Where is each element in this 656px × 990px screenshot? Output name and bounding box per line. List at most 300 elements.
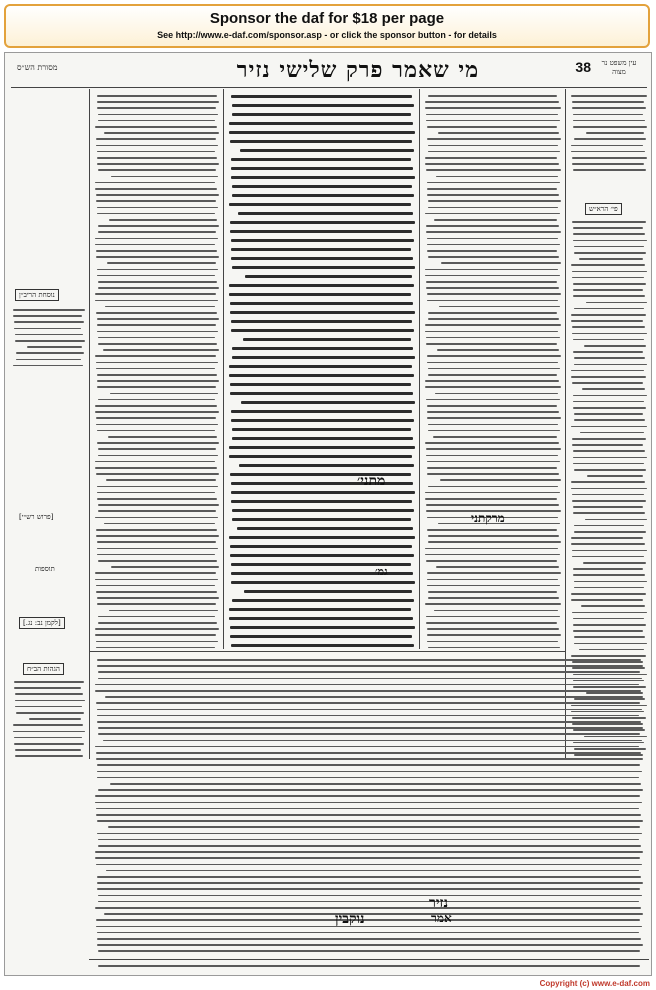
text-line xyxy=(97,541,216,543)
text-line xyxy=(425,386,561,388)
text-line xyxy=(573,283,646,285)
text-line xyxy=(425,554,560,556)
text-line xyxy=(244,590,412,593)
text-line xyxy=(582,388,645,390)
text-line xyxy=(98,231,216,233)
text-line xyxy=(95,579,218,581)
text-line xyxy=(434,610,558,612)
text-line xyxy=(586,302,647,304)
text-line xyxy=(98,671,640,673)
text-line xyxy=(584,345,646,347)
text-line xyxy=(97,888,640,890)
text-line xyxy=(573,395,647,397)
column-divider xyxy=(89,89,90,759)
text-line xyxy=(572,101,644,103)
text-line xyxy=(98,895,642,897)
text-line xyxy=(572,438,646,440)
text-line xyxy=(97,269,218,271)
text-line xyxy=(574,469,646,471)
text-line xyxy=(434,219,557,221)
text-line xyxy=(428,207,558,209)
left-margin-note: [פרוש רש״י] xyxy=(19,513,54,521)
text-line xyxy=(572,444,643,446)
text-line xyxy=(427,188,557,190)
text-line xyxy=(572,221,646,223)
text-line xyxy=(95,690,641,692)
text-line xyxy=(97,709,642,711)
text-line xyxy=(239,464,414,467)
text-line xyxy=(572,157,647,159)
text-line xyxy=(15,334,83,336)
text-line xyxy=(98,789,643,791)
text-line xyxy=(428,424,558,426)
text-line xyxy=(95,244,215,246)
text-line xyxy=(96,145,218,147)
text-line xyxy=(97,876,641,878)
text-line xyxy=(425,324,561,326)
text-line xyxy=(97,163,219,165)
text-line xyxy=(436,566,559,568)
text-line xyxy=(98,616,215,618)
text-line xyxy=(230,383,411,386)
text-line xyxy=(229,617,413,620)
masoret-hashas-label: מסורת הש״ס xyxy=(17,63,58,72)
text-line xyxy=(95,634,216,636)
text-line xyxy=(97,95,217,97)
text-line xyxy=(427,293,561,295)
text-line xyxy=(96,529,217,531)
text-line xyxy=(428,200,561,202)
text-line xyxy=(574,252,646,254)
text-line xyxy=(232,185,412,188)
text-line xyxy=(427,473,559,475)
text-line xyxy=(428,486,558,488)
text-line xyxy=(441,262,561,264)
text-line xyxy=(15,706,82,708)
text-line xyxy=(231,248,411,251)
text-line xyxy=(96,641,218,643)
mishna-marker: מתני׳ xyxy=(357,473,386,489)
text-line xyxy=(425,157,557,159)
text-line xyxy=(425,603,561,605)
text-line xyxy=(96,362,218,364)
text-line xyxy=(231,329,414,332)
text-line xyxy=(571,95,647,97)
text-line xyxy=(98,399,215,401)
footer-divider xyxy=(89,959,649,960)
text-line xyxy=(98,120,215,122)
text-line xyxy=(572,550,647,552)
text-line xyxy=(574,246,644,248)
text-line xyxy=(585,519,647,521)
text-line xyxy=(231,644,414,647)
text-line xyxy=(231,176,415,179)
text-line xyxy=(96,752,641,754)
text-line xyxy=(579,649,644,651)
tosafot-text xyxy=(95,93,219,649)
text-line xyxy=(425,380,559,382)
text-line xyxy=(231,158,411,161)
text-line xyxy=(108,826,640,828)
text-line xyxy=(98,950,640,952)
copyright-link[interactable]: Copyright (c) www.e-daf.com xyxy=(539,979,650,988)
text-line xyxy=(425,492,560,494)
text-line xyxy=(427,126,557,128)
text-line xyxy=(97,548,218,550)
text-line xyxy=(96,250,217,252)
text-line xyxy=(14,737,82,739)
text-line xyxy=(241,401,415,404)
text-line xyxy=(97,324,216,326)
text-line xyxy=(428,256,559,258)
text-line xyxy=(243,338,411,341)
text-line xyxy=(571,599,643,601)
text-line xyxy=(428,430,560,432)
lower-heading-nazir: נזיר xyxy=(429,895,449,911)
text-line xyxy=(232,266,415,269)
text-line xyxy=(571,264,645,266)
text-line xyxy=(105,306,215,308)
text-line xyxy=(14,743,84,745)
text-line xyxy=(571,145,643,147)
text-line xyxy=(97,764,640,766)
text-line xyxy=(572,107,646,109)
text-line xyxy=(98,281,217,283)
left-lower-box: [לקמן נב: נג.] xyxy=(19,617,65,629)
gemara-marker: גמ׳ xyxy=(375,565,388,578)
text-line xyxy=(95,795,640,797)
text-line xyxy=(573,126,647,128)
text-line xyxy=(104,523,215,525)
text-line xyxy=(573,120,645,122)
text-line xyxy=(574,581,647,583)
column-divider xyxy=(419,89,420,649)
text-line xyxy=(111,566,219,568)
text-line xyxy=(229,203,411,206)
text-line xyxy=(98,337,215,339)
text-line xyxy=(426,120,560,122)
text-line xyxy=(97,386,216,388)
text-line xyxy=(97,715,639,717)
text-line xyxy=(97,101,219,103)
text-line xyxy=(439,306,560,308)
text-line xyxy=(240,149,414,152)
text-line xyxy=(96,864,642,866)
text-line xyxy=(96,535,219,537)
text-line xyxy=(96,138,216,140)
text-line xyxy=(98,343,217,345)
text-line xyxy=(427,572,561,574)
text-line xyxy=(97,157,217,159)
text-line xyxy=(97,107,216,109)
text-line xyxy=(428,145,558,147)
text-line xyxy=(427,461,560,463)
text-line xyxy=(104,913,643,915)
text-line xyxy=(229,365,412,368)
text-line xyxy=(96,424,218,426)
text-line xyxy=(96,919,640,921)
text-line xyxy=(230,221,415,224)
text-line xyxy=(14,681,84,683)
text-line xyxy=(230,635,412,638)
text-line xyxy=(98,678,642,680)
sponsor-banner[interactable] xyxy=(4,4,650,48)
text-line xyxy=(427,467,557,469)
text-line xyxy=(95,857,640,859)
text-line xyxy=(231,482,413,485)
text-line xyxy=(427,250,557,252)
text-line xyxy=(230,140,412,143)
text-line xyxy=(98,965,640,967)
text-line xyxy=(230,554,414,557)
text-line xyxy=(109,219,217,221)
text-line xyxy=(574,525,644,527)
text-line xyxy=(573,339,644,341)
text-line xyxy=(425,331,558,333)
text-line xyxy=(427,628,559,630)
text-line xyxy=(14,687,81,689)
text-line xyxy=(572,277,644,279)
text-line xyxy=(572,612,647,614)
text-line xyxy=(13,315,82,317)
text-line xyxy=(572,163,644,165)
text-line xyxy=(587,475,643,477)
text-line xyxy=(97,554,215,556)
text-line xyxy=(230,302,413,305)
text-line xyxy=(97,721,641,723)
text-line xyxy=(426,231,561,233)
ein-mishpat-text xyxy=(571,93,647,173)
text-line xyxy=(110,393,218,395)
text-line xyxy=(98,114,218,116)
text-line xyxy=(427,417,561,419)
text-line xyxy=(425,442,559,444)
text-line xyxy=(232,113,411,116)
text-line xyxy=(98,622,217,624)
sponsor-title: Sponsor the daf for $18 per page xyxy=(209,10,445,27)
text-line xyxy=(97,932,639,934)
text-line xyxy=(573,618,644,620)
rashi-heading-word: מרקתני xyxy=(471,511,505,525)
text-line xyxy=(95,238,218,240)
text-line xyxy=(574,413,643,415)
text-line xyxy=(96,808,639,810)
left-margin-text xyxy=(13,307,85,367)
text-line xyxy=(97,659,641,661)
text-line xyxy=(571,376,646,378)
text-line xyxy=(229,131,415,134)
text-line xyxy=(229,374,414,377)
text-line xyxy=(96,473,219,475)
text-line xyxy=(104,132,219,134)
text-line xyxy=(586,132,644,134)
text-line xyxy=(573,506,643,508)
text-line xyxy=(98,901,639,903)
text-line xyxy=(425,275,560,277)
text-line xyxy=(426,287,559,289)
text-line xyxy=(13,309,85,311)
text-line xyxy=(96,758,643,760)
text-line xyxy=(427,634,561,636)
text-line xyxy=(571,537,643,539)
text-line xyxy=(98,560,217,562)
header-divider xyxy=(11,87,647,88)
text-line xyxy=(426,504,559,506)
text-line xyxy=(427,585,560,587)
text-line xyxy=(98,504,219,506)
text-line xyxy=(573,574,645,576)
text-line xyxy=(574,587,644,589)
text-line xyxy=(13,724,83,726)
text-line xyxy=(427,238,558,240)
text-line xyxy=(98,455,218,457)
text-line xyxy=(231,491,415,494)
text-line xyxy=(231,167,413,170)
text-line xyxy=(97,833,642,835)
text-line xyxy=(572,382,643,384)
text-line xyxy=(245,275,412,278)
hagahot-text xyxy=(13,679,85,759)
talmud-page xyxy=(4,52,652,976)
text-line xyxy=(426,560,557,562)
text-line xyxy=(583,562,646,564)
text-line xyxy=(571,314,646,316)
text-line xyxy=(426,169,561,171)
text-line xyxy=(231,257,413,260)
text-line xyxy=(98,510,216,512)
text-line xyxy=(97,820,643,822)
text-line xyxy=(95,517,218,519)
text-line xyxy=(97,938,641,940)
text-line xyxy=(95,851,643,853)
sponsor-link-text[interactable]: See http://www.e-daf.com/sponsor.asp - or click the sponsor button - for details xyxy=(157,30,497,40)
text-line xyxy=(571,151,645,153)
text-line xyxy=(97,442,219,444)
text-line xyxy=(232,194,414,197)
text-line xyxy=(571,426,647,428)
text-line xyxy=(426,337,560,339)
text-line xyxy=(106,479,216,481)
text-line xyxy=(108,436,217,438)
text-line xyxy=(573,240,647,242)
text-line xyxy=(96,814,641,816)
text-line xyxy=(232,509,414,512)
text-line xyxy=(231,500,412,503)
text-line xyxy=(103,740,642,742)
text-line xyxy=(97,380,219,382)
text-line xyxy=(438,132,559,134)
text-line xyxy=(573,630,643,632)
text-line xyxy=(98,287,219,289)
text-line xyxy=(427,641,558,643)
text-line xyxy=(574,636,645,638)
text-line xyxy=(96,368,215,370)
text-line xyxy=(230,545,412,548)
text-line xyxy=(428,374,557,376)
text-line xyxy=(428,541,561,543)
text-line xyxy=(229,293,411,296)
left-margin-box: נוסחת הריב״ן xyxy=(15,289,59,301)
text-line xyxy=(95,467,217,469)
text-line xyxy=(14,321,84,323)
text-line xyxy=(427,529,557,531)
text-line xyxy=(111,176,218,178)
text-line xyxy=(16,352,84,354)
text-line xyxy=(96,194,219,196)
text-line xyxy=(97,597,219,599)
text-line xyxy=(95,802,642,804)
text-line xyxy=(436,176,558,178)
text-line xyxy=(571,543,645,545)
text-line xyxy=(572,500,646,502)
text-line xyxy=(574,531,646,533)
text-line xyxy=(571,320,643,322)
text-line xyxy=(97,882,643,884)
text-line xyxy=(572,556,644,558)
text-line xyxy=(428,647,560,649)
text-line xyxy=(95,907,641,909)
rashi-text xyxy=(425,93,561,653)
text-line xyxy=(426,343,557,345)
text-line xyxy=(95,355,216,357)
text-line xyxy=(573,463,644,465)
text-line xyxy=(231,95,412,98)
text-line xyxy=(428,151,560,153)
text-line xyxy=(427,300,558,302)
text-line xyxy=(230,311,415,314)
text-line xyxy=(95,411,219,413)
text-line xyxy=(573,295,645,297)
text-line xyxy=(574,357,645,359)
text-line xyxy=(29,718,81,720)
text-line xyxy=(426,225,559,227)
lower-divider xyxy=(89,651,565,652)
text-line xyxy=(428,591,557,593)
text-line xyxy=(95,293,216,295)
text-line xyxy=(232,104,414,107)
text-line xyxy=(96,591,217,593)
text-line xyxy=(97,665,643,667)
text-line xyxy=(571,370,644,372)
text-line xyxy=(426,455,558,457)
text-line xyxy=(238,212,413,215)
text-line xyxy=(97,207,218,209)
text-line xyxy=(95,628,219,630)
text-line xyxy=(574,138,646,140)
text-line xyxy=(573,227,643,229)
text-line xyxy=(97,777,639,779)
text-line xyxy=(573,289,643,291)
text-line xyxy=(98,733,640,735)
text-line xyxy=(574,419,645,421)
text-line xyxy=(574,364,647,366)
page-header xyxy=(11,57,645,87)
text-line xyxy=(427,194,559,196)
text-line xyxy=(15,693,83,695)
text-line xyxy=(232,428,411,431)
text-line xyxy=(98,169,216,171)
lower-heading-nokvin: נוקבין xyxy=(335,911,365,927)
text-line xyxy=(572,326,645,328)
text-line xyxy=(98,839,639,841)
text-line xyxy=(426,616,560,618)
text-line xyxy=(425,163,559,165)
text-line xyxy=(428,318,559,320)
text-line xyxy=(97,318,219,320)
text-line xyxy=(425,213,560,215)
text-line xyxy=(428,535,559,537)
text-line xyxy=(16,712,84,714)
